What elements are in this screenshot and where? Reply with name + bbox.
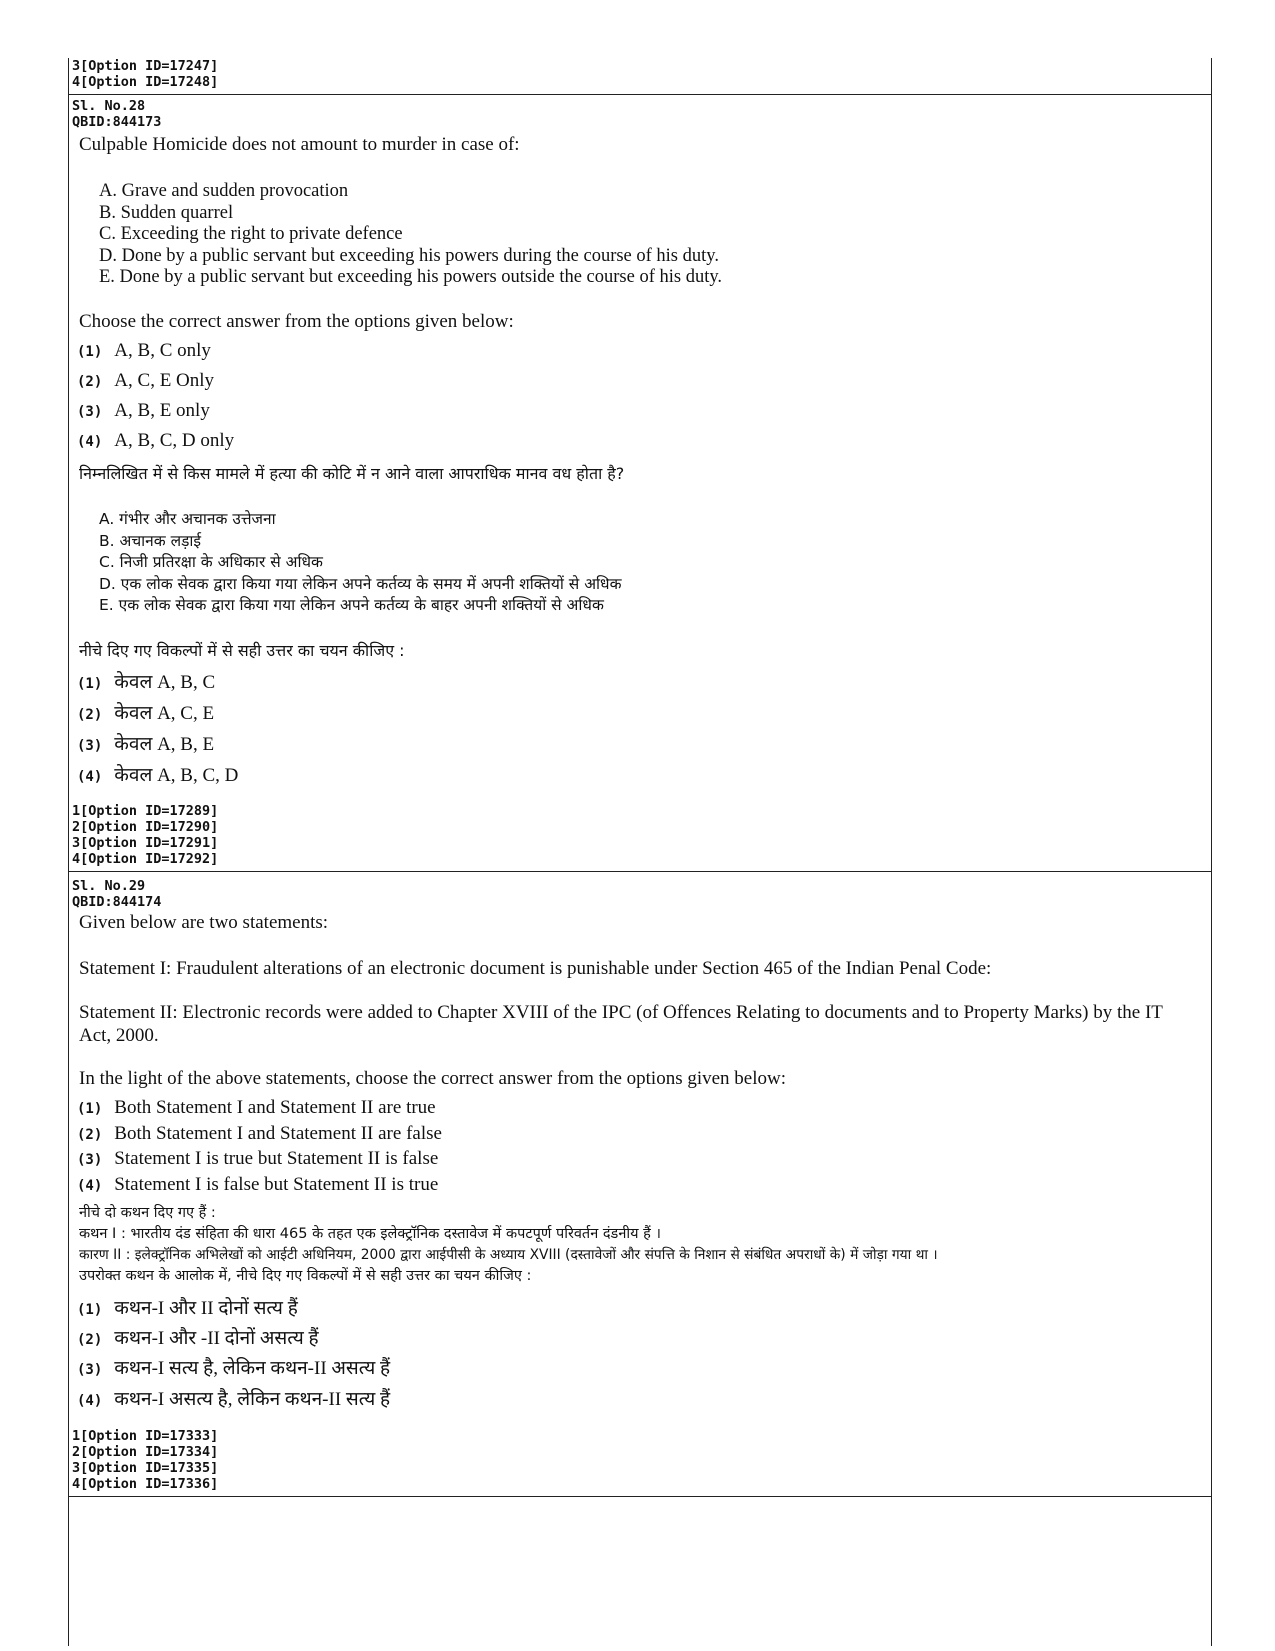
section-divider — [69, 94, 1211, 95]
hindi-line: कारण II : इलेक्ट्रॉनिक अभिलेखों को आईटी अधिनियम, 2000 द्वारा आईपीसी के अध्याय XVIII (दस्तावेजों और संपत्ति के निशान से संबंधित अपराधों के) में जोड़ा गया था । — [79, 1247, 938, 1263]
statement-item: D. Done by a public servant but exceeding his powers during the course of his duty. — [99, 246, 719, 266]
option-text: Statement I is false but Statement II is true — [114, 1174, 439, 1195]
statement-item: B. Sudden quarrel — [99, 203, 234, 223]
option-number: (2) — [77, 1332, 103, 1348]
option-text: Both Statement I and Statement II are true — [114, 1097, 436, 1118]
answer-option — [77, 340, 211, 362]
option-id: 2[Option ID=17334] — [72, 1444, 219, 1460]
question-text-hindi: निम्नलिखित में से किस मामले में हत्या की कोटि में न आने वाला आपराधिक मानव वध होता है? — [79, 464, 625, 483]
statement-item-hindi: C. निजी प्रतिरक्षा के अधिकार से अधिक — [99, 553, 323, 571]
statement-item-hindi: D. एक लोक सेवक द्वारा किया गया लेकिन अपने कर्तव्य के समय में अपनी शक्तियों से अधिक — [99, 575, 622, 593]
option-number: (1) — [77, 1101, 103, 1117]
option-number: (2) — [77, 1127, 103, 1143]
option-number: (3) — [77, 1362, 103, 1378]
option-id: 4[Option ID=17336] — [72, 1476, 219, 1492]
option-id-list — [72, 58, 1211, 90]
answer-option-hindi — [77, 1294, 298, 1320]
option-number: (1) — [77, 676, 103, 692]
answer-option — [77, 400, 210, 422]
serial-number: Sl. No.29 — [72, 878, 146, 894]
statement-item-hindi: B. अचानक लड़ाई — [99, 532, 202, 550]
option-number: (3) — [77, 404, 103, 420]
option-text: A, B, E only — [114, 400, 210, 421]
option-number: (4) — [77, 1393, 103, 1409]
option-text: Both Statement I and Statement II are false — [114, 1123, 442, 1144]
option-text: A, C, E Only — [114, 370, 215, 391]
statement-item-hindi: E. एक लोक सेवक द्वारा किया गया लेकिन अपने कर्तव्य के बाहर अपनी शक्तियों से अधिक — [99, 596, 604, 614]
option-id: 1[Option ID=17333] — [72, 1428, 219, 1444]
section-divider — [69, 871, 1211, 872]
answer-option-hindi — [77, 730, 214, 756]
option-number: (4) — [77, 434, 103, 450]
option-id: 1[Option ID=17289] — [72, 803, 219, 819]
option-id: 2[Option ID=17290] — [72, 819, 219, 835]
question-header — [72, 98, 1211, 130]
hindi-line: नीचे दो कथन दिए गए हैं : — [79, 1205, 216, 1221]
option-text: केवल A, B, C — [114, 672, 216, 693]
answer-option-hindi — [77, 1324, 319, 1350]
answer-option-hindi — [77, 699, 214, 725]
question-header — [72, 878, 1211, 910]
option-id: 4[Option ID=17248] — [72, 74, 219, 90]
answer-option — [77, 430, 234, 452]
option-number: (1) — [77, 344, 103, 360]
option-text: Statement I is true but Statement II is false — [114, 1148, 439, 1169]
statement-one: Statement I: Fraudulent alterations of an electronic document is punishable under Section 465 of the Indian Penal Code: — [79, 958, 992, 979]
option-text: केवल A, B, C, D — [114, 765, 239, 786]
statement-two: Statement II: Electronic records were added to Chapter XVIII of the IPC (of Offences Relating to documents and to Property Marks) by the IT Act, 2000. — [79, 1002, 1163, 1046]
answer-option — [77, 1097, 436, 1119]
option-text: A, B, C, D only — [114, 430, 235, 451]
answer-option — [77, 370, 214, 392]
option-id-list — [72, 1428, 1211, 1492]
statement-item: E. Done by a public servant but exceeding his powers outside the course of his duty. — [99, 267, 723, 287]
qbid: QBID:844174 — [72, 894, 162, 910]
instruction-text-hindi: नीचे दिए गए विकल्पों में से सही उत्तर का चयन कीजिए : — [79, 641, 405, 660]
answer-option-hindi — [77, 668, 215, 694]
answer-option — [77, 1123, 442, 1145]
option-number: (2) — [77, 707, 103, 723]
answer-option-hindi — [77, 1385, 390, 1411]
option-text: कथन-I और II दोनों सत्य हैं — [114, 1298, 298, 1319]
option-id: 3[Option ID=17291] — [72, 835, 219, 851]
qbid: QBID:844173 — [72, 114, 162, 130]
section-divider — [69, 1496, 1211, 1497]
answer-option-hindi — [77, 1354, 390, 1380]
statement-item: C. Exceeding the right to private defence — [99, 224, 403, 244]
option-text: कथन-I और -II दोनों असत्य हैं — [114, 1328, 319, 1349]
statement-item: A. Grave and sudden provocation — [99, 181, 349, 201]
option-number: (1) — [77, 1302, 103, 1318]
instruction-text: Choose the correct answer from the options given below: — [79, 311, 514, 332]
option-number: (2) — [77, 374, 103, 390]
statement-item-hindi: A. गंभीर और अचानक उत्तेजना — [99, 510, 276, 528]
hindi-line: कथन I : भारतीय दंड संहिता की धारा 465 के तहत एक इलेक्ट्रॉनिक दस्तावेज में कपटपूर्ण परिवर्तन दंडनीय हैं । — [79, 1226, 661, 1242]
option-number: (4) — [77, 1178, 103, 1194]
option-text: केवल A, B, E — [114, 734, 215, 755]
option-text: कथन-I असत्य है, लेकिन कथन-II सत्य हैं — [114, 1389, 391, 1410]
option-text: A, B, C only — [114, 340, 211, 361]
question-text: Given below are two statements: — [79, 912, 329, 933]
question-text: Culpable Homicide does not amount to murder in case of: — [79, 134, 520, 155]
option-id-list — [72, 803, 1211, 867]
hindi-line: उपरोक्त कथन के आलोक में, नीचे दिए गए विकल्पों में से सही उत्तर का चयन कीजिए : — [79, 1268, 532, 1284]
answer-option — [77, 1148, 438, 1170]
option-text: कथन-I सत्य है, लेकिन कथन-II असत्य हैं — [114, 1358, 391, 1379]
option-number: (3) — [77, 738, 103, 754]
option-number: (4) — [77, 769, 103, 785]
option-number: (3) — [77, 1152, 103, 1168]
option-id: 4[Option ID=17292] — [72, 851, 219, 867]
option-id: 3[Option ID=17335] — [72, 1460, 219, 1476]
instruction-text: In the light of the above statements, choose the correct answer from the options given below: — [79, 1068, 787, 1089]
question-paper-page — [68, 58, 1212, 1646]
answer-option — [77, 1174, 438, 1196]
option-text: केवल A, C, E — [114, 703, 215, 724]
answer-option-hindi — [77, 761, 238, 787]
serial-number: Sl. No.28 — [72, 98, 146, 114]
hindi-statements — [79, 1203, 1197, 1287]
option-id: 3[Option ID=17247] — [72, 58, 219, 74]
